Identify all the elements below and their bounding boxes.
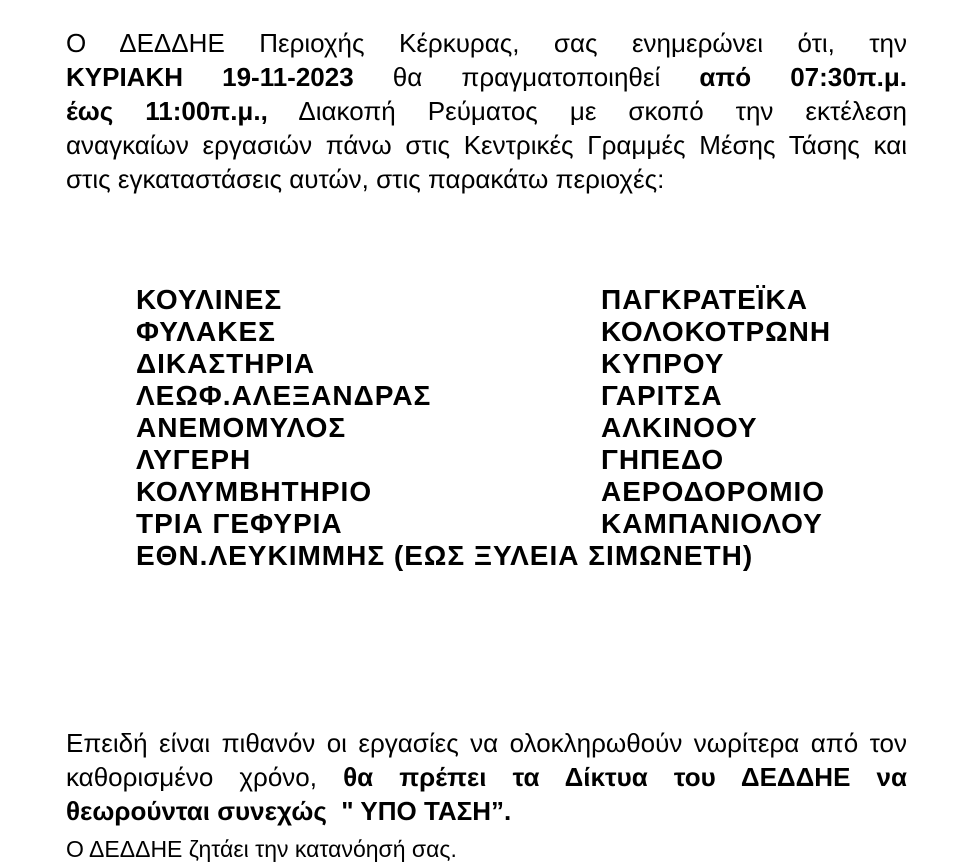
closing-warning: θα πρέπει τα Δίκτυα του ΔΕΔΔΗΕ να: [343, 762, 907, 792]
area-item: ΑΛΚΙΝΟΟΥ: [601, 412, 758, 443]
closing-text: Επειδή είναι πιθανόν οι εργασίες να ολοκληρωθούν νωρίτερα από τον: [66, 728, 907, 758]
area-item: ΚΟΛΥΜΒΗΤΗΡΙΟ: [136, 476, 373, 507]
area-item: ΛΥΓΕΡΗ: [136, 444, 252, 475]
area-item: ΓΑΡΙΤΣΑ: [601, 380, 723, 411]
outage-end-time: έως 11:00π.μ.,: [66, 96, 268, 126]
affected-areas-list: [136, 284, 907, 572]
intro-line-2: [66, 60, 907, 94]
intro-text: Ο ΔΕΔΔΗΕ Περιοχής Κέρκυρας, σας ενημερώνει ότι, την: [66, 28, 907, 58]
outage-date: ΚΥΡΙΑΚΗ 19-11-2023: [66, 62, 354, 92]
intro-line-5: [66, 162, 907, 196]
footer-note: Ο ΔΕΔΔΗΕ ζητάει την κατανόησή σας.: [66, 836, 457, 862]
intro-paragraph: [66, 26, 907, 196]
closing-line-2: [66, 760, 907, 794]
area-item: ΔΙΚΑΣΤΗΡΙΑ: [136, 348, 316, 379]
area-item: ΤΡΙΑ ΓΕΦΥΡΙΑ: [136, 508, 343, 539]
area-item: ΚΟΛΟΚΟΤΡΩΝΗ: [601, 316, 832, 347]
area-item: ΠΑΓΚΡΑΤΕΪΚΑ: [601, 284, 808, 315]
intro-line-4: [66, 128, 907, 162]
area-item-full-width: ΕΘΝ.ΛΕΥΚΙΜΜΗΣ (ΕΩΣ ΞΥΛΕΙΑ ΣΙΜΩΝΕΤΗ): [136, 540, 754, 571]
intro-text: αναγκαίων εργασιών πάνω στις Κεντρικές Γραμμές Μέσης Τάσης και: [66, 130, 907, 160]
area-item: ΑΕΡΟΔΟΡΟΜΙΟ: [601, 476, 826, 507]
intro-line-1: [66, 26, 907, 60]
closing-paragraph: [66, 726, 907, 828]
intro-text: θα πραγματοποιηθεί: [353, 62, 700, 92]
outage-start-time: από 07:30π.μ.: [699, 62, 907, 92]
area-item: ΓΗΠΕΔΟ: [601, 444, 725, 475]
area-item: ΚΟΥΛΙΝΕΣ: [136, 284, 283, 315]
intro-text: Διακοπή Ρεύματος με σκοπό την εκτέλεση: [267, 96, 907, 126]
area-item: ΑΝΕΜΟΜΥΛΟΣ: [136, 412, 347, 443]
area-item: ΚΥΠΡΟΥ: [601, 348, 725, 379]
intro-text: στις εγκαταστάσεις αυτών, στις παρακάτω περιοχές:: [66, 164, 665, 194]
area-item: ΦΥΛΑΚΕΣ: [136, 316, 276, 347]
closing-line-3: [66, 794, 907, 828]
area-item: ΚΑΜΠΑΝΙΟΛΟΥ: [601, 508, 823, 539]
under-voltage-warning: θεωρούνται συνεχώς " ΥΠΟ ΤΑΣΗ”.: [66, 796, 512, 826]
closing-line-1: [66, 726, 907, 760]
closing-text: καθορισμένο χρόνο,: [66, 762, 344, 792]
area-item: ΛΕΩΦ.ΑΛΕΞΑΝΔΡΑΣ: [136, 380, 432, 411]
intro-line-3: [66, 94, 907, 128]
